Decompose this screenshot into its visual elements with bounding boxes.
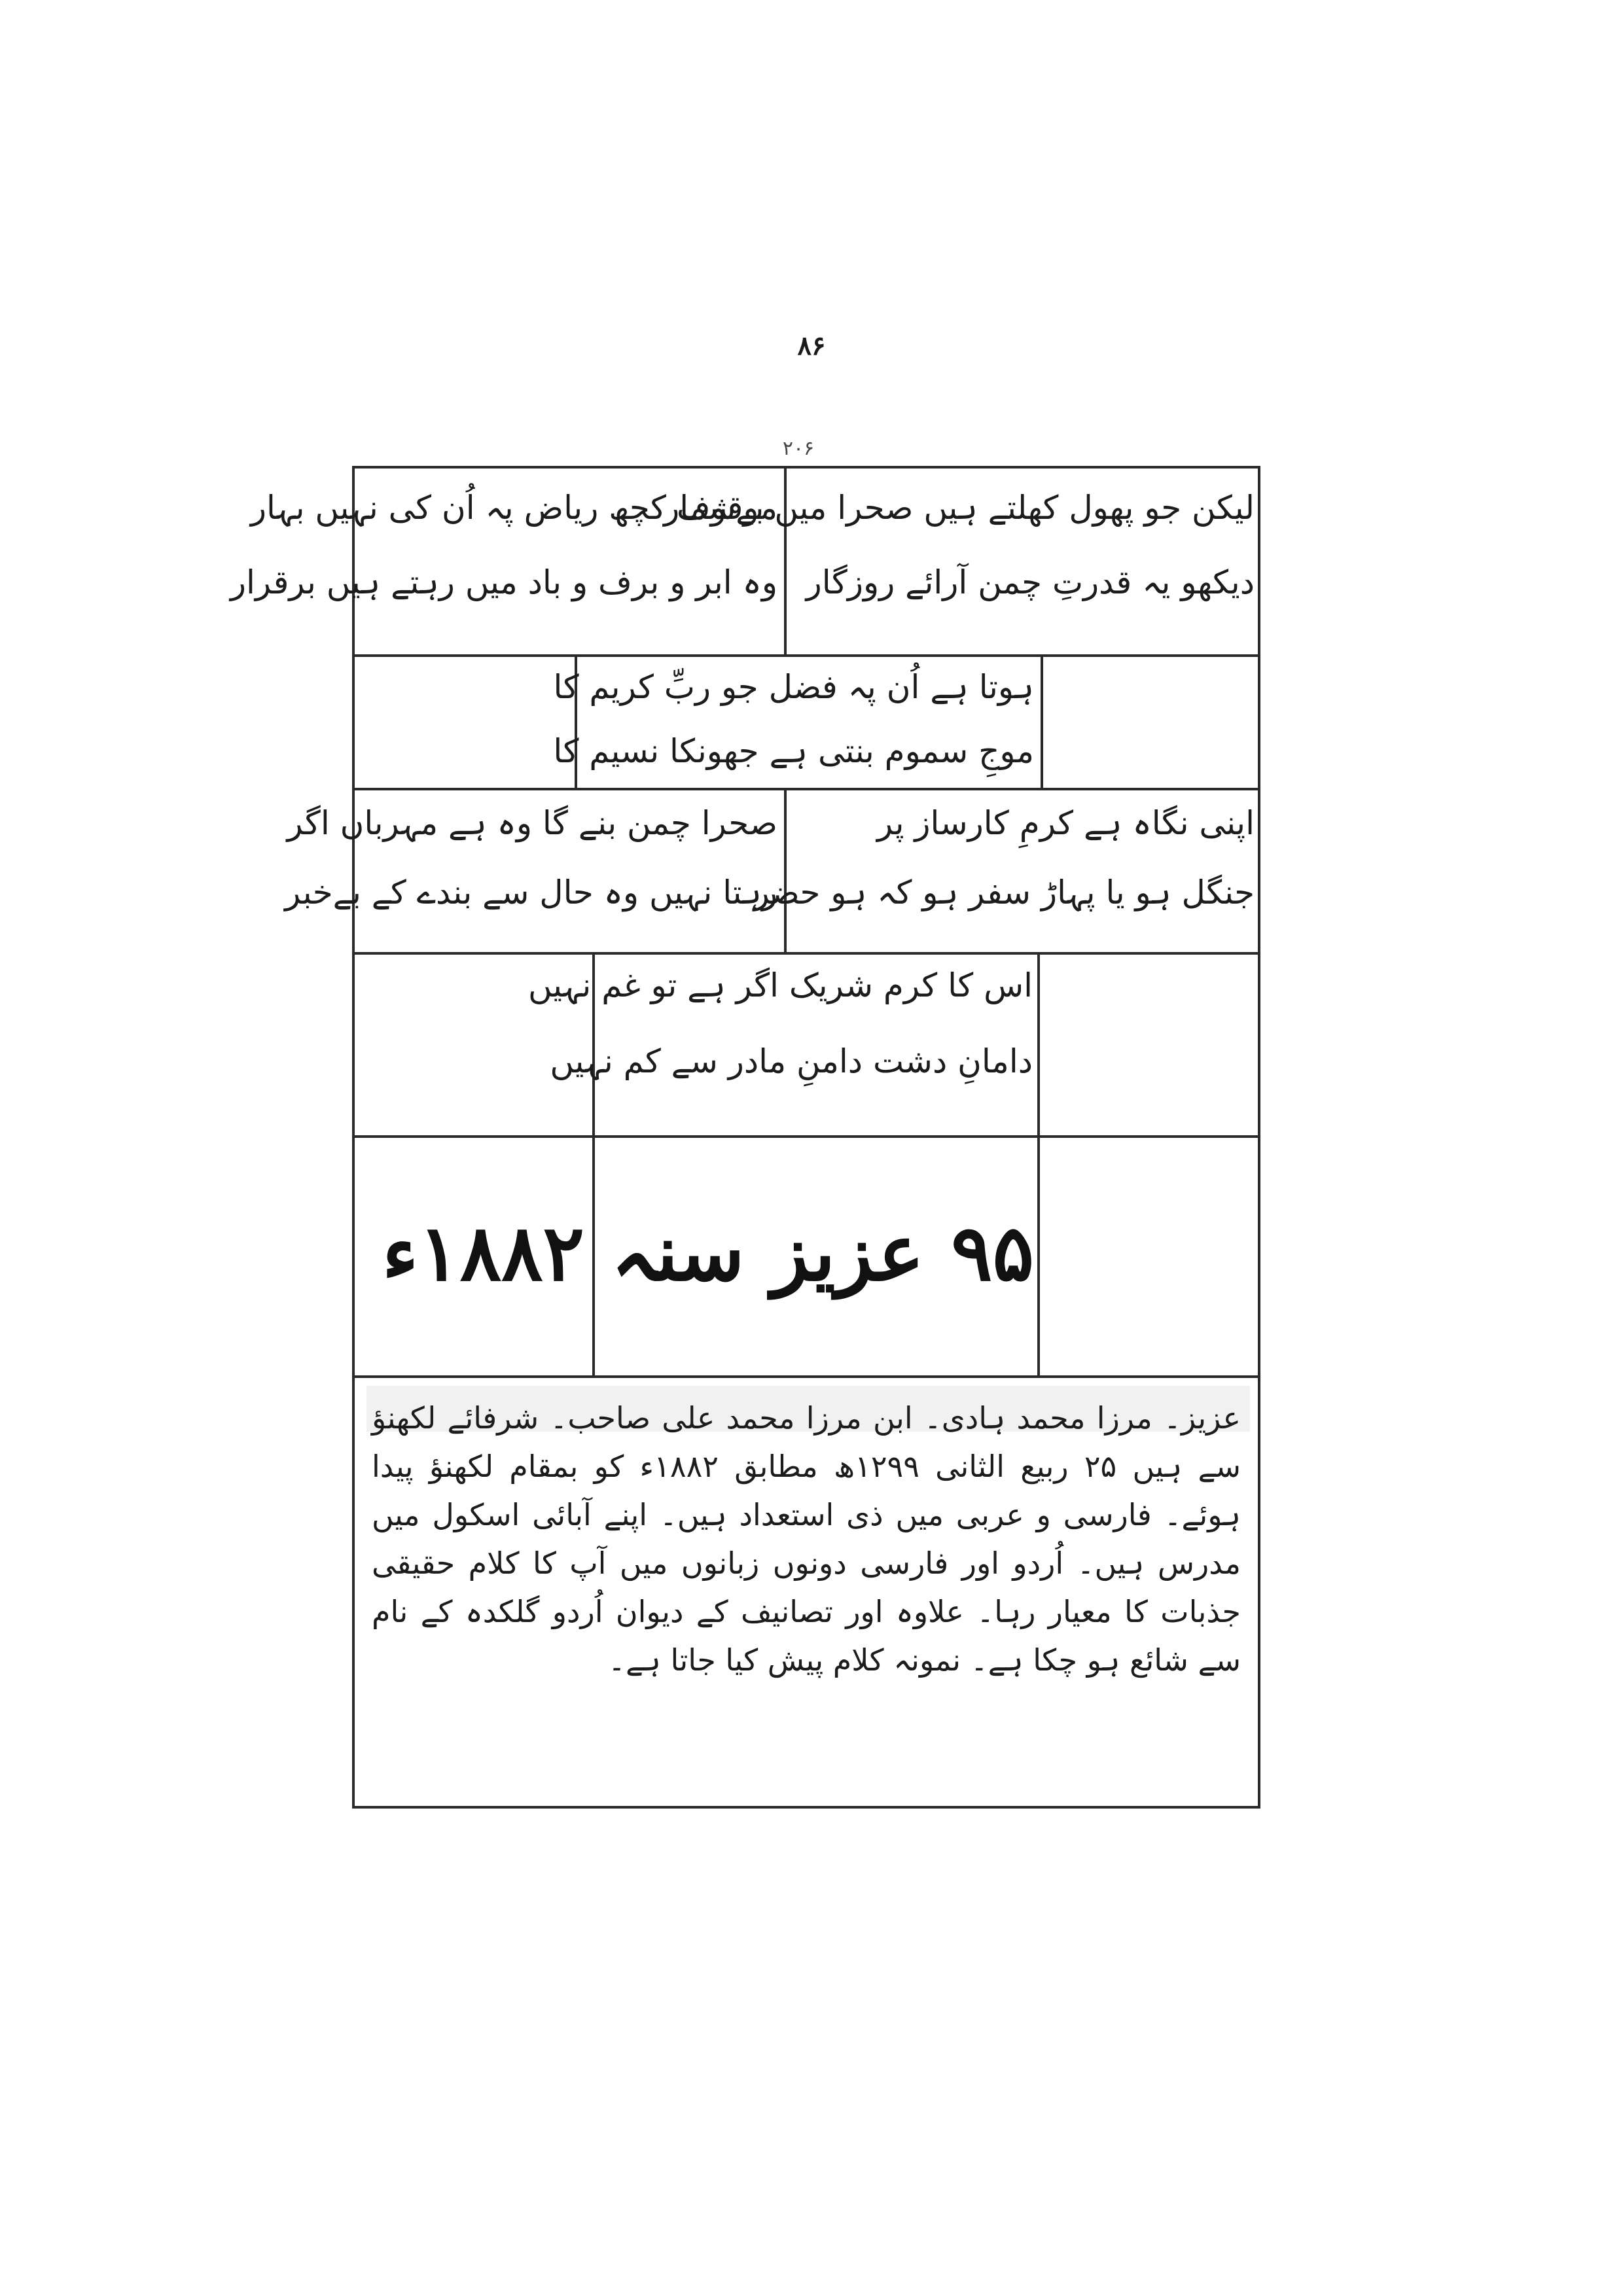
- row-divider: [352, 952, 1260, 955]
- column-divider: [1037, 952, 1040, 1377]
- verse-line: موقوف کچھ ریاض پہ اُن کی نہیں بہار: [250, 489, 777, 527]
- verse-line: اپنی نگاہ ہے کرمِ کارساز پر: [876, 804, 1255, 842]
- verse-line: صحرا چمن بنے گا وہ ہے مہرباں اگر: [287, 804, 777, 842]
- verse-line: موجِ سموم بنتی ہے جھونکا نسیم کا: [553, 732, 1034, 770]
- stanza-4: [527, 961, 1033, 1086]
- verse-line: دامانِ دشت دامنِ مادر سے کم نہیں: [550, 1042, 1033, 1080]
- stanza-3-right: [753, 798, 1255, 917]
- poet-biography: عزیز۔ مرزا محمد ہادی۔ ابن مرزا محمد علی صاحب۔ شرفائے لکھنؤ سے ہیں ۲۵ ربیع الثانی ۱۲۹۹ھ مطابق ۱۸۸۲ء کو بمقام لکھنؤ پیدا ہوئے۔ فارسی و عربی میں ذی استعداد ہیں۔ اپنے آبائی اسکول میں مدرس ہیں۔ اُردو اور فارسی دونوں زبانوں میں آپ کا کلام حقیقی جذبات کا معیار رہا۔ علاوہ اور تصانیف کے دیوان اُردو گلکدہ کے نام سے شائع ہو چکا ہے۔ نمونہ کلام پیش کیا جاتا ہے۔: [372, 1400, 1241, 1678]
- row-divider: [352, 788, 1260, 790]
- stanza-1-left: [230, 483, 777, 607]
- verse-line: وہ ابر و برف و باد میں رہتے ہیں برقرار: [230, 563, 777, 601]
- column-divider: [592, 952, 595, 1377]
- page-number: ۸۶: [797, 330, 826, 361]
- row-divider: [352, 1375, 1260, 1378]
- row-divider: [352, 654, 1260, 657]
- verse-line: رہتا نہیں وہ حال سے بندے کے بےخبر: [285, 874, 777, 911]
- verse-line: جنگل ہو یا پہاڑ سفر ہو کہ ہو حضر: [753, 874, 1255, 911]
- verse-line: ہوتا ہے اُن پہ فضل جو ربِّ کریم کا: [553, 668, 1034, 706]
- verse-line: دیکھو یہ قدرتِ چمن آرائے روزگار: [806, 563, 1255, 601]
- column-divider: [1041, 654, 1043, 789]
- stanza-3-left: [285, 798, 777, 917]
- verse-line: اس کا کرم شریک اگر ہے تو غم نہیں: [527, 966, 1033, 1004]
- top-mark: ۲۰۶: [782, 437, 815, 460]
- stanza-1-right: [664, 483, 1255, 607]
- stanza-2: [553, 662, 1034, 776]
- verse-line: لیکن جو پھول کھلتے ہیں صحرا میں بےشمار: [664, 489, 1255, 527]
- row-divider: [352, 1135, 1260, 1138]
- poet-heading: ۹۵ عزیز سنہ ۱۸۸۲ء: [382, 1207, 1034, 1298]
